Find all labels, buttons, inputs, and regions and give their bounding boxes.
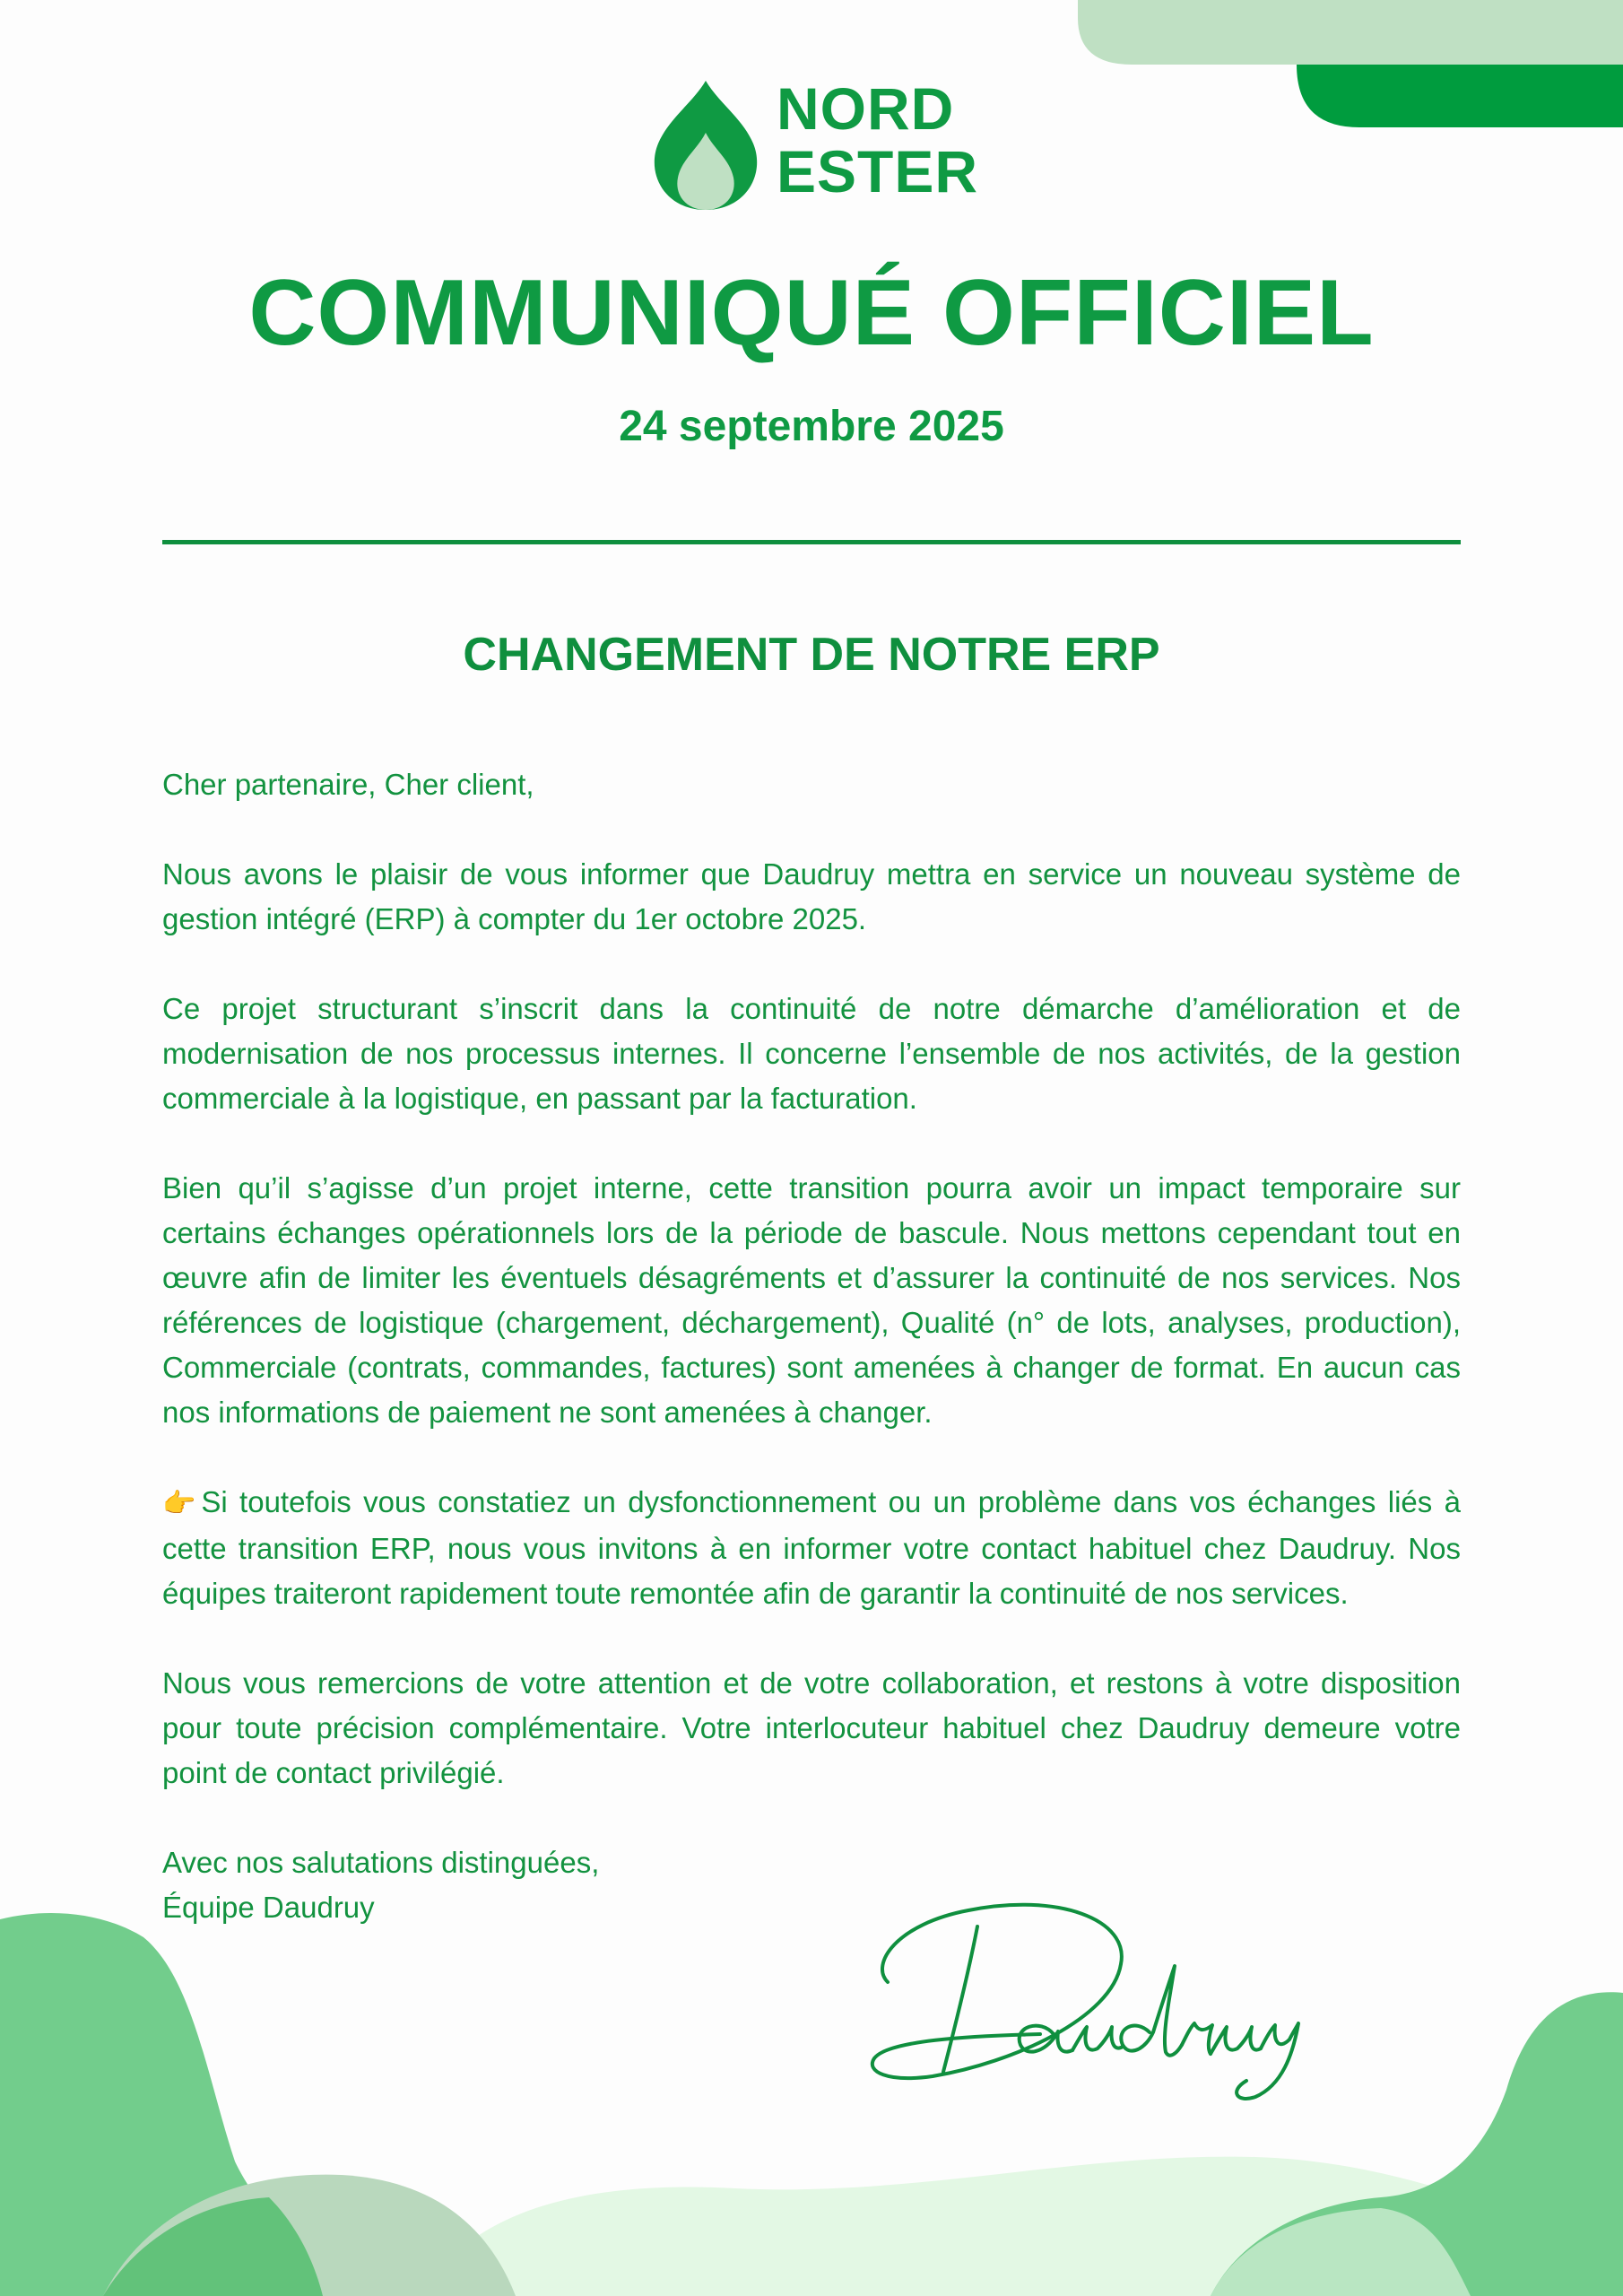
top-right-green-bar — [1297, 65, 1623, 127]
paragraph-1: Nous avons le plaisir de vous informer que Daudruy mettra en service un nouveau système de gestion intégré (ERP) à compter du 1er octobre 2025. — [162, 857, 1461, 935]
paragraph-4 — [162, 1480, 1461, 1616]
closing-salutation: Avec nos salutations distinguées, — [162, 1846, 600, 1879]
company-logo — [651, 75, 979, 212]
letter-subject: CHANGEMENT DE NOTRE ERP — [463, 629, 1160, 681]
publication-date: 24 septembre 2025 — [619, 403, 1004, 450]
logo-line-1: NORD — [777, 75, 955, 142]
sign-off: Équipe Daudruy — [162, 1891, 375, 1924]
paragraph-4-text: Si toutefois vous constatiez un dysfonctionnement ou un problème dans vos échanges liés à cette transition ERP, nous vous invitons à en informer votre contact habituel chez Daudruy. Nos équipes traiteront rapidement toute remontée afin de garantir la continuité de nos services. — [162, 1485, 1461, 1610]
pointing-hand-icon: 👉 — [162, 1489, 196, 1518]
logo-wordmark — [777, 77, 978, 203]
drop-logo-icon — [651, 81, 760, 213]
divider — [162, 540, 1461, 544]
logo-line-2: ESTER — [777, 138, 979, 204]
page-title: COMMUNIQUÉ OFFICIEL — [248, 261, 1375, 365]
letter-body — [162, 762, 1461, 1930]
paragraph-2: Ce projet structurant s’inscrit dans la continuité de notre démarche d’amélioration et de modernisation de nos processus internes. Il concerne l’ensemble de nos activités, de la gestion commerciale à la logistique, en passant par la facturation. — [162, 992, 1461, 1115]
handwritten-signature — [861, 1883, 1309, 2117]
greeting: Cher partenaire, Cher client, — [162, 768, 534, 801]
paragraph-3: Bien qu’il s’agisse d’un projet interne, cette transition pourra avoir un impact temporaire sur certains échanges opérationnels lors de la période de bascule. Nous mettons cependant tout en œuvre afin de limiter les éventuels désagréments et d’assurer la continuité de nos services. Nos références de logistique (chargement, déchargement), Qualité (n° de lots, analyses, production), Commerciale (contrats, commandes, factures) sont amenées à changer de format. En aucun cas nos informations de paiement ne sont amenées à changer. — [162, 1171, 1461, 1429]
paragraph-5: Nous vous remercions de votre attention et de votre collaboration, et restons à votre disposition pour toute précision complémentaire. Votre interlocuteur habituel chez Daudruy demeure votre point de contact privilégié. — [162, 1666, 1461, 1789]
top-right-light-bar — [1078, 0, 1623, 65]
